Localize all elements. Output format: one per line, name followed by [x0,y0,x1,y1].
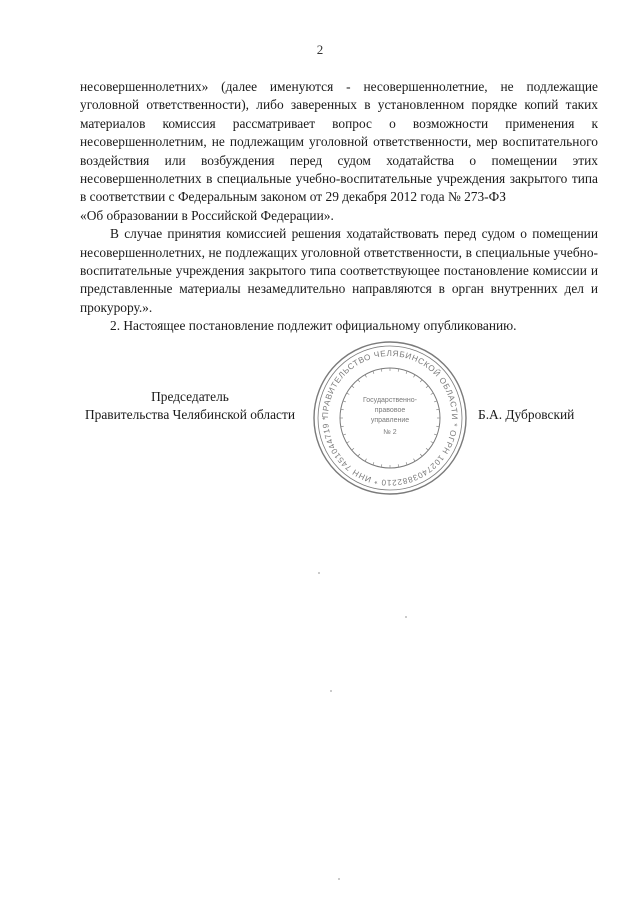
seal-tick [406,462,407,465]
seal-tick [358,454,360,456]
seal-tick [426,386,428,388]
seal-tick [431,442,434,444]
scan-speck [318,572,320,574]
seal-tick [436,426,439,427]
seal-tick [352,448,354,450]
official-seal-stamp [310,338,470,498]
signatory-title-line-2: Правительства Челябинской области [85,407,295,423]
seal-center-line-3: управление [370,417,410,424]
signatory-name: Б.А. Дубровский [478,407,575,422]
seal-tick [343,434,346,435]
seal-tick [341,426,344,427]
seal-tick [381,369,382,372]
seal-tick [347,393,350,395]
seal-center-line-4: № 2 [383,429,397,436]
page-number: 2 [316,42,324,57]
seal-tick [426,448,428,450]
seal-tick [414,375,416,378]
seal-tick [420,454,422,456]
seal-tick [352,386,354,388]
seal-tick [358,380,360,382]
scan-speck [405,616,407,618]
scan-speck [338,878,340,880]
seal-tick [406,371,407,374]
paragraph-continued-end: «Об образовании в Российской Федерации». [80,207,334,223]
seal-tick [365,459,367,462]
seal-tick [431,393,434,395]
seal-tick [434,401,437,402]
seal-tick [343,401,346,402]
seal-tick [398,464,399,467]
signatory-title [80,388,300,425]
seal-tick [347,442,350,444]
signatory-title-line-1: Председатель [151,389,229,404]
seal-tick [398,369,399,372]
seal-tick [436,409,439,410]
seal-center-line-2: правовое [374,407,406,414]
seal-tick [365,375,367,378]
seal-tick [373,371,374,374]
paragraph-court-petition: В случае принятия комиссией решения ходатайствовать перед судом о помещении несовершеннолетних, не подлежащих уголовной ответственности, в специальные учебно-воспитательные учреждения закрытого типа соответствующее постановление комиссии и представленные материалы незамедлительно направляются в орган внутренних дел и прокурору.». [80,226,598,315]
seal-tick [414,459,416,462]
seal-tick [341,409,344,410]
seal-tick [381,464,382,467]
seal-ring-text: ПРАВИТЕЛЬСТВО ЧЕЛЯБИНСКОЙ ОБЛАСТИ * ОГРН 1027403882210 * ИНН 7451044719 * [320,348,460,488]
document-body [80,78,598,336]
paragraph-publication: 2. Настоящее постановление подлежит официальному опубликованию. [110,318,517,334]
seal-tick [434,434,437,435]
scan-speck [330,690,332,692]
seal-center-line-1: Государственно- [362,397,418,404]
seal-tick [420,380,422,382]
seal-graphic [310,338,470,498]
seal-tick [373,462,374,465]
paragraph-continued: несовершеннолетних» (далее именуются - несовершеннолетние, не подлежащие уголовной ответственности), либо заверенных в установленном порядке копий таких материалов комиссия рассматривает вопрос о возможности применения к несовершеннолетним, не подлежащим уголовной ответственности, мер воспитательного воздействия или возбуждения перед судом ходатайства о помещении этих несовершеннолетних в специальные учебно-воспитательные учреждения закрытого типа в соответствии с Федеральным законом от 29 декабря 2012 года № 273-ФЗ [80,79,598,205]
